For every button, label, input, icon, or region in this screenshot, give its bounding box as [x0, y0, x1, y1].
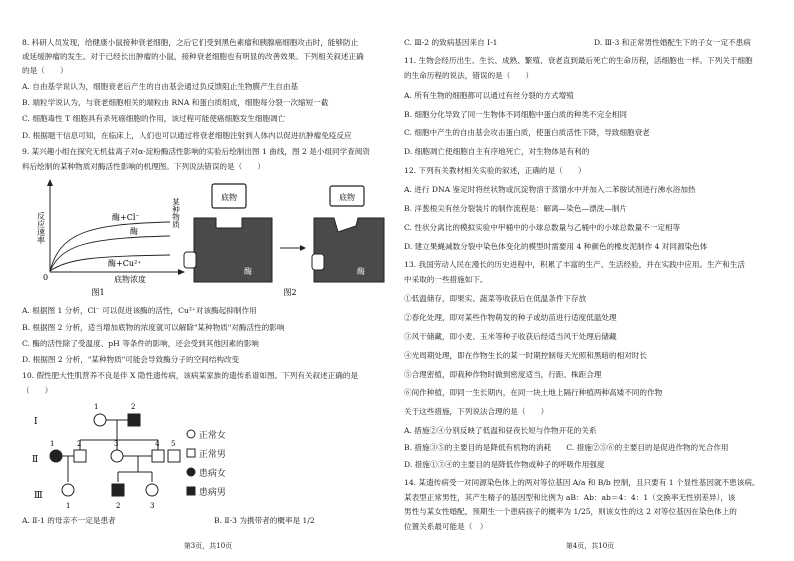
- pedigree-normal-male: [168, 450, 180, 462]
- text-line: C. 酶的活性除了受温度、pH 等条件的影响，还会受到其他因素的影响: [22, 339, 259, 348]
- text-line: ①低温储存，即果实、蔬菜等收获后在低温条件下存放: [404, 294, 587, 303]
- pedigree-number: 1: [94, 403, 99, 411]
- x-axis-label: 底物浓度: [114, 275, 146, 284]
- y-axis-label: 反应速率: [36, 212, 46, 244]
- text-line: D. 建立果蝇减数分裂中染色体变化的模型时需要用 4 种颜色的橡皮泥制作 4 对同源染色体: [404, 242, 708, 251]
- text-line: D. 根据题干信息可知，在临床上，人们也可以通过将衰老细胞注射到人体内以促进抗肿瘤免疫反应: [22, 131, 352, 140]
- legend-affected-female-icon: [186, 467, 196, 477]
- text-line: 男性与某女性婚配，预期生一个患病孩子的概率为 1/25，则该女性的这 2 对等位基因在染色体上的: [404, 507, 737, 516]
- pedigree-normal-male: [152, 450, 164, 462]
- text-line: A. 自由基学说认为，细胞衰老后产生的自由基会通过负反馈阻止生物膜产生自由基: [22, 82, 299, 91]
- text-line: （ ）: [22, 386, 53, 395]
- text-line: 的生命历程的说法，错误的是（ ）: [404, 71, 534, 80]
- legend-label: 正常女: [198, 431, 226, 441]
- figure-1-graph: [30, 176, 190, 298]
- enzyme-shape: [194, 218, 272, 282]
- text-line: ⑥间作种植，即同一生长期内，在同一块土地上隔行种植两种高矮不同的作物: [404, 388, 663, 397]
- text-line: ②春化处理，即对某些作物萌发的种子或幼苗进行适度低温处理: [404, 313, 617, 322]
- legend-normal-male-icon: [186, 448, 196, 458]
- text-line: A. 措施②④分别反映了低温和昼夜长短与作物开花的关系: [404, 426, 597, 435]
- substance-molecule: [184, 252, 196, 268]
- pedigree-normal-female: [62, 484, 74, 496]
- legend-label: 正常男: [198, 450, 226, 460]
- pedigree-number: 2: [131, 403, 136, 411]
- legend-label: 患病男: [198, 488, 226, 498]
- pedigree-number: 3: [150, 502, 155, 510]
- text-line: A. 所有生物的细胞都可以通过有丝分裂的方式增殖: [404, 91, 574, 100]
- text-line: 13. 我国劳动人民在漫长的历史进程中，积累了丰富的生产、生活经验，并在实践中应用。生产和生活: [404, 260, 746, 269]
- text-line: C. 细胞毒性 T 细胞具有杀死癌细胞的作用，该过程可能使癌细胞发生细胞凋亡: [22, 114, 286, 123]
- text-line: 11. 生物会经历出生、生长、成熟、繁殖、衰老直到最后死亡的生命历程，活细胞也一样。下列关于细胞: [404, 56, 753, 65]
- text-line: B. 根据图 2 分析，适当增加底物的浓度就可以解除"某种物质"对酶活性的影响: [22, 323, 285, 332]
- text-line: B. 措施③⑤的主要目的是降低有机物的消耗 C. 措施②⑤⑥的主要目的是促进作物的光合作用: [404, 443, 729, 452]
- legend-affected-male-icon: [186, 486, 196, 496]
- text-line: A. Ⅱ-1 的母亲不一定是患者: [22, 516, 116, 525]
- pedigree-normal-female: [94, 414, 106, 426]
- text-line: 12. 下列有关教材相关实验的叙述，正确的是（ ）: [404, 166, 586, 175]
- substrate-label: 底物: [221, 193, 237, 202]
- text-line: 10. 假性肥大性肌营养不良是伴 X 隐性遗传病，该病某家族的遗传系谱如图。下列有关叙述正确的是: [22, 371, 359, 380]
- text-line: D. 措施①③④的主要目的是降低作物或种子的呼吸作用强度: [404, 460, 605, 469]
- text-line: 8. 科研人员发现，给健康小鼠接种衰老细胞，之后它们受到黑色素瘤和胰腺癌细胞攻击时，能够防止: [22, 38, 359, 47]
- text-line: B. 洋葱根尖有丝分裂装片的制作流程是：解离—染色—漂洗—制片: [404, 204, 628, 213]
- text-line: ④光周期处理，即在作物生长的某一时期控制每天光照和黑暗的相对时长: [404, 351, 647, 360]
- enzyme-label: 酶: [244, 267, 252, 276]
- text-line: B. 端粒学说认为，与衰老细胞相关的端粒由 RNA 和蛋白质组成，细胞每分裂一次缩短一截: [22, 98, 329, 107]
- page-footer: 第3页，共10页: [183, 542, 233, 550]
- curve-label: 酶: [130, 227, 138, 236]
- pedigree-normal-female: [146, 484, 158, 496]
- generation-label: Ⅲ: [34, 491, 43, 501]
- pedigree-legend: [186, 428, 276, 506]
- enzyme-label: 酶: [357, 267, 365, 276]
- text-line: C. Ⅲ-2 的致病基因来自 Ⅰ-1: [404, 38, 498, 47]
- pedigree-normal-male: [74, 450, 86, 462]
- origin-label: 0: [43, 273, 49, 282]
- pedigree-affected-male: [128, 414, 140, 426]
- text-line: 某表型正常男性，其产生精子的基因型和比例为 aB：Ab：ab＝4：4：1（交换率无性别差异），该: [404, 493, 736, 502]
- text-line: D. 根据图 2 分析，"某种物质"可能会导致酶分子的空间结构改变: [22, 355, 240, 364]
- text-line: A. 进行 DNA 鉴定时将丝状物或沉淀物溶于蒸馏水中并加入二苯胺试剂进行沸水浴加热: [404, 185, 696, 194]
- pedigree-number: 1: [50, 440, 55, 448]
- text-line: ⑤合理密植，即栽种作物时做到密度适当，行距、株距合理: [404, 370, 602, 379]
- substance-label: 某种物质: [172, 198, 181, 228]
- text-line: 关于这些措施，下列说法合理的是（ ）: [404, 407, 549, 416]
- text-line: 的是（ ）: [22, 66, 68, 75]
- generation-label: Ⅱ: [32, 455, 39, 465]
- text-line: 料后绘制的某种物质对酶活性影响的机理图。下列说法错误的是（ ）: [22, 162, 265, 171]
- text-line: 中采取的一些措施如下。: [404, 275, 488, 284]
- pedigree-number: 1: [66, 502, 71, 510]
- curve-label: 酶+Cl⁻: [112, 213, 140, 222]
- text-line: C. 性状分离比的模拟实验中甲桶中的小球总数量与乙桶中的小球总数量不一定相等: [404, 223, 681, 232]
- text-line: 9. 某兴趣小组在探究无机盐离子对α-淀粉酶活性影响的实验后绘制出图 1 曲线，图 2 是小组同学查阅资: [22, 147, 371, 156]
- text-line: D. 细胞凋亡使细胞自主有序地死亡，对生物体是有利的: [404, 147, 590, 156]
- text-line: B. Ⅱ-3 为携带者的概率是 1/2: [214, 516, 315, 525]
- pedigree-normal-female: [111, 450, 123, 462]
- curve-label: 酶+Cu²⁺: [108, 259, 142, 268]
- enzyme-shape-altered: [314, 218, 384, 282]
- text-line: ③风干储藏，即小麦、玉米等种子收获后经适当风干处理后储藏: [404, 332, 617, 341]
- text-line: D. Ⅲ-3 和正常男性婚配生下的子女一定不患病: [594, 38, 751, 47]
- pedigree-number: 2: [116, 502, 121, 510]
- pedigree-number: 2: [77, 440, 82, 448]
- figure-caption: 图2: [283, 288, 297, 297]
- pedigree-number: 3: [114, 440, 119, 448]
- substrate-label: 底物: [339, 193, 355, 202]
- text-line: 14. 某遗传病受一对同源染色体上的两对等位基因 A/a 和 B/b 控制，且只要有 1 个显性基因就不患该病。: [404, 478, 760, 487]
- legend-label: 患病女: [198, 469, 226, 479]
- text-line: C. 细胞中产生的自由基会攻击蛋白质，使蛋白质活性下降，导致细胞衰老: [404, 128, 650, 137]
- pedigree-number: 4: [155, 440, 160, 448]
- generation-label: Ⅰ: [34, 417, 38, 427]
- substance-molecule-2: [312, 254, 324, 270]
- text-line: B. 细胞分化导致了同一生物体不同细胞中蛋白质的种类不完全相同: [404, 110, 628, 119]
- text-line: 或延缓肿瘤的发生。对于已经长出肿瘤的小鼠，接种衰老细胞也有明显的改善效果。下列相关叙述正确: [22, 52, 364, 61]
- figure-2-mechanism: [172, 176, 394, 298]
- page-footer: 第4页，共10页: [565, 542, 615, 550]
- pedigree-affected-female: [50, 450, 62, 462]
- right-page: [404, 0, 776, 561]
- text-line: A. 根据图 1 分析，Cl⁻ 可以促进该酶的活性，Cu²⁺对该酶起抑制作用: [22, 306, 257, 315]
- figure-caption: 图1: [91, 288, 105, 297]
- pedigree-chart: [28, 400, 188, 512]
- legend-normal-female-icon: [186, 429, 196, 439]
- left-page: [22, 0, 394, 561]
- pedigree-affected-male: [112, 484, 124, 496]
- text-line: 位置关系最可能是（ ）: [404, 522, 488, 531]
- pedigree-number: 5: [171, 440, 176, 448]
